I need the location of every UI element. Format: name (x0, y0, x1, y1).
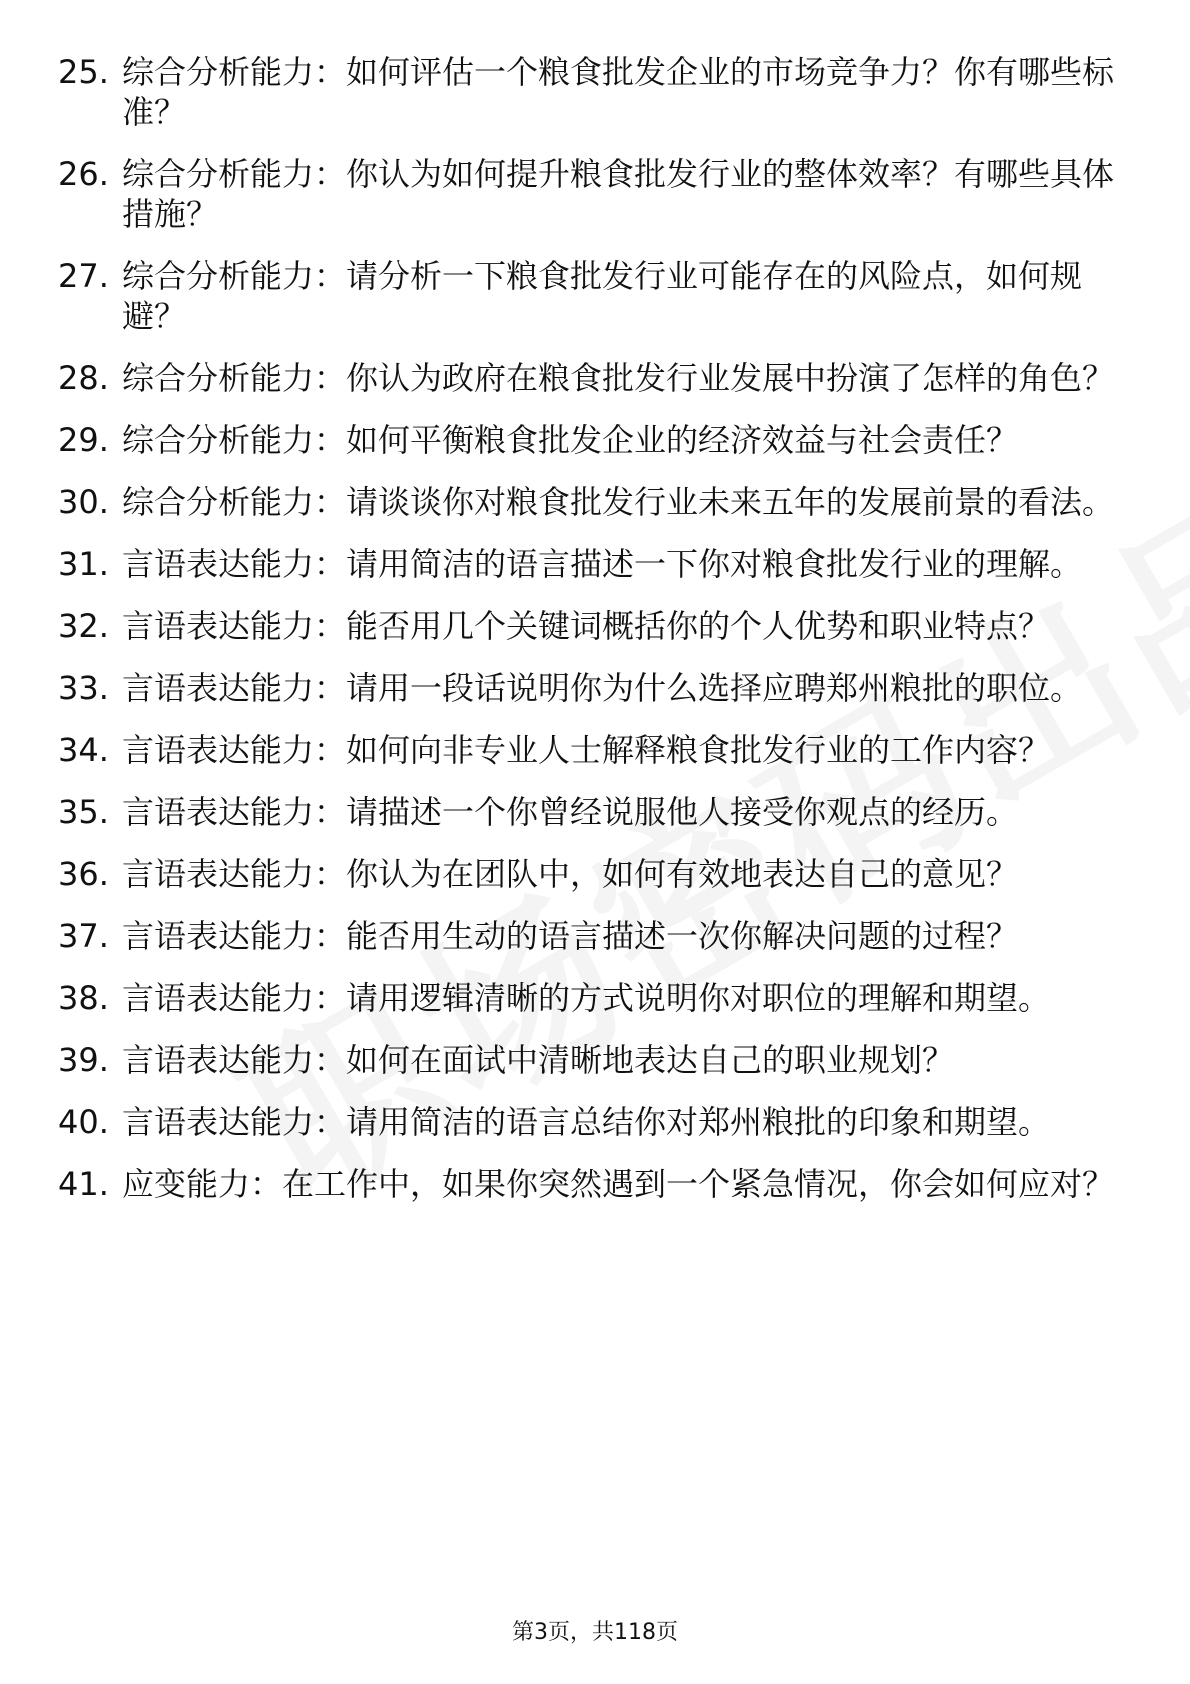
question-text: 言语表达能力：能否用几个关键词概括你的个人优势和职业特点？ (122, 607, 1051, 645)
list-item (58, 358, 1118, 398)
question-text: 言语表达能力：如何向非专业人士解释粮食批发行业的工作内容？ (122, 731, 1051, 769)
question-number: 41. (58, 1165, 109, 1203)
list-item (58, 1164, 1118, 1204)
question-text: 综合分析能力：你认为政府在粮食批发行业发展中扮演了怎样的角色？ (122, 359, 1115, 397)
list-item (58, 1040, 1118, 1080)
list-item (58, 668, 1118, 708)
question-text: 言语表达能力：请描述一个你曾经说服他人接受你观点的经历。 (122, 793, 1019, 831)
question-number: 39. (58, 1041, 109, 1079)
page-number-footer: 第3页，共118页 (512, 1620, 678, 1645)
list-item (58, 1102, 1118, 1142)
list-item (58, 154, 1118, 234)
list-item (58, 482, 1118, 522)
question-number: 34. (58, 731, 109, 769)
question-number: 28. (58, 359, 109, 397)
question-text: 综合分析能力：如何评估一个粮食批发企业的市场竞争力？你有哪些标准？ (122, 53, 1115, 131)
question-text: 言语表达能力：请用简洁的语言总结你对郑州粮批的印象和期望。 (122, 1103, 1051, 1141)
question-number: 26. (58, 155, 109, 193)
list-item (58, 854, 1118, 894)
question-number: 40. (58, 1103, 109, 1141)
question-text: 综合分析能力：如何平衡粮食批发企业的经济效益与社会责任？ (122, 421, 1019, 459)
list-item (58, 256, 1118, 336)
question-text: 应变能力：在工作中，如果你突然遇到一个紧急情况，你会如何应对？ (122, 1165, 1115, 1203)
question-number: 36. (58, 855, 109, 893)
question-text: 言语表达能力：请用逻辑清晰的方式说明你对职位的理解和期望。 (122, 979, 1051, 1017)
question-number: 38. (58, 979, 109, 1017)
question-number: 31. (58, 545, 109, 583)
question-number: 30. (58, 483, 109, 521)
list-item (58, 606, 1118, 646)
question-number: 27. (58, 257, 109, 295)
question-number: 25. (58, 53, 109, 91)
list-item (58, 52, 1118, 132)
question-text: 言语表达能力：如何在面试中清晰地表达自己的职业规划？ (122, 1041, 955, 1079)
list-item (58, 730, 1118, 770)
question-text: 综合分析能力：请分析一下粮食批发行业可能存在的风险点，如何规避？ (122, 257, 1083, 335)
list-item (58, 978, 1118, 1018)
question-text: 言语表达能力：请用简洁的语言描述一下你对粮食批发行业的理解。 (122, 545, 1083, 583)
question-text: 综合分析能力：你认为如何提升粮食批发行业的整体效率？有哪些具体措施？ (122, 155, 1115, 233)
list-item (58, 420, 1118, 460)
question-list (58, 52, 1118, 1226)
list-item (58, 544, 1118, 584)
question-number: 32. (58, 607, 109, 645)
list-item (58, 792, 1118, 832)
question-number: 35. (58, 793, 109, 831)
question-number: 29. (58, 421, 109, 459)
question-text: 综合分析能力：请谈谈你对粮食批发行业未来五年的发展前景的看法。 (122, 483, 1115, 521)
question-text: 言语表达能力：请用一段话说明你为什么选择应聘郑州粮批的职位。 (122, 669, 1083, 707)
list-item (58, 916, 1118, 956)
question-number: 33. (58, 669, 109, 707)
question-text: 言语表达能力：能否用生动的语言描述一次你解决问题的过程？ (122, 917, 1019, 955)
question-text: 言语表达能力：你认为在团队中，如何有效地表达自己的意见？ (122, 855, 1019, 893)
question-number: 37. (58, 917, 109, 955)
